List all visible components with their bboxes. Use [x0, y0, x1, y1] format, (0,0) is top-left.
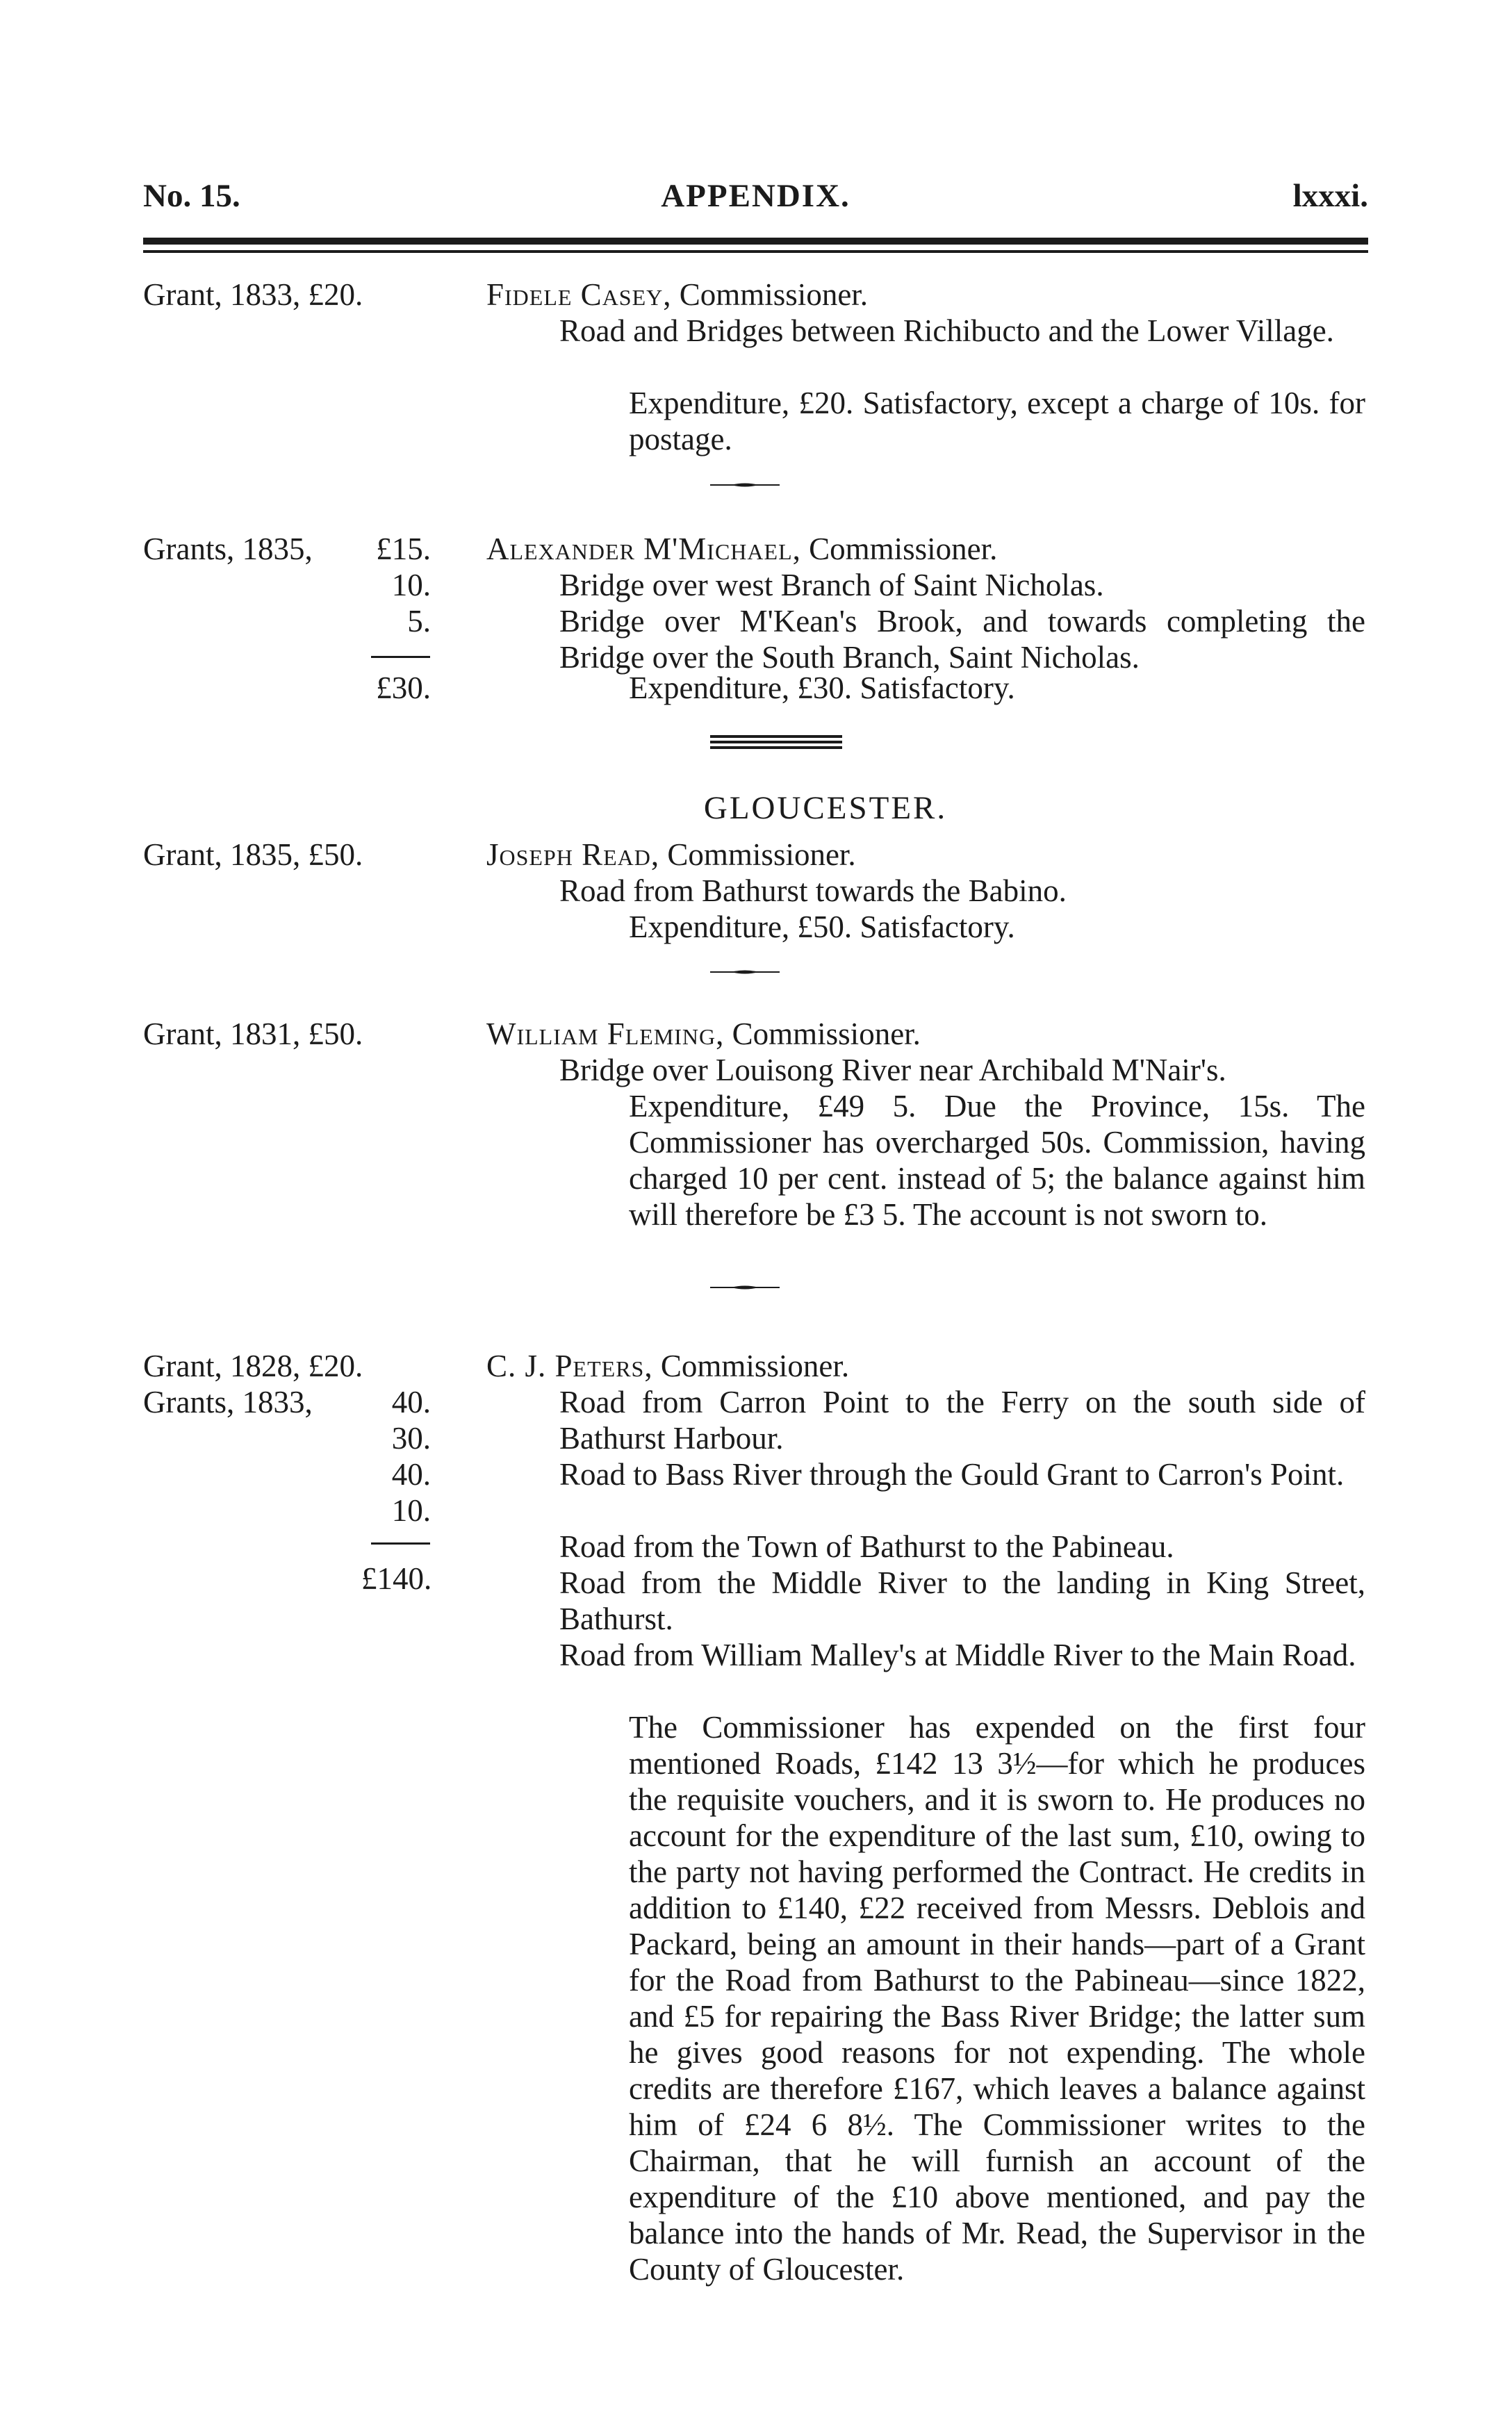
grant-amount: 30.: [391, 1421, 431, 1456]
commissioner-name: Alexander M'Michael,: [486, 532, 801, 566]
grant-total: £140.: [361, 1561, 432, 1596]
grant-note: Grant, 1828, £20.: [143, 1349, 363, 1383]
separator-dash: [710, 481, 780, 488]
project-text: Road to Bass River through the Gould Grant to Carron's Point.: [559, 1457, 1345, 1492]
project-text: Road from the Middle River to the landing in King Street, Bathurst.: [559, 1565, 1365, 1636]
separator-dash: [710, 1284, 780, 1291]
project-text: Road from Carron Point to the Ferry on the south side of Bathurst Harbour.: [559, 1385, 1365, 1456]
commissioner-role: Commissioner.: [732, 1016, 921, 1051]
commissioner-line: [486, 1016, 921, 1052]
project-text: Road from the Town of Bathurst to the Pabineau.: [559, 1529, 1174, 1564]
grant-amount: 40.: [391, 1385, 431, 1419]
header-rule-thin: [143, 250, 1368, 253]
project-text: Bridge over M'Kean's Brook, and towards completing the Bridge over the South Branch, Saint Nicholas.: [559, 604, 1365, 675]
project-text: Road from William Malley's at Middle River to the Main Road.: [559, 1638, 1356, 1672]
page-header: [143, 177, 1368, 226]
page-number: No. 15.: [143, 178, 240, 214]
header-rule-thick: [143, 238, 1368, 245]
report-text: Expenditure, £49 5. Due the Province, 15s. The Commissioner has overcharged 50s. Commission, having charged 10 per cent. instead of 5; the balance against him will therefore be £3 5. The account is not sworn to.: [629, 1089, 1365, 1232]
grant-note: Grant, 1833, £20.: [143, 277, 363, 312]
county-heading: GLOUCESTER.: [703, 790, 948, 826]
roman-page-number: lxxxi.: [1292, 178, 1368, 214]
grant-amount: £15.: [376, 532, 431, 566]
project-text: Road from Bathurst towards the Babino.: [559, 873, 1067, 908]
sum-rule: [371, 1542, 430, 1545]
project-text: Bridge over Louisong River near Archibald M'Nair's.: [559, 1053, 1226, 1087]
commissioner-role: Commissioner.: [667, 837, 856, 872]
grant-label: Grants, 1835,: [143, 532, 313, 566]
report-text: Expenditure, £20. Satisfactory, except a charge of 10s. for postage.: [629, 386, 1365, 456]
running-title: APPENDIX.: [661, 178, 850, 214]
grant-total: £30.: [376, 670, 431, 705]
grant-note: Grant, 1831, £50.: [143, 1016, 363, 1051]
commissioner-line: [486, 1348, 849, 1384]
commissioner-role: Commissioner.: [679, 277, 869, 312]
project-text: Road and Bridges between Richibucto and the Lower Village.: [559, 313, 1334, 348]
commissioner-line: [486, 837, 856, 873]
commissioner-initials-name: C. J. Peters,: [486, 1349, 653, 1383]
commissioner-name: Fidele Casey,: [486, 277, 672, 312]
report-text: Expenditure, £30. Satisfactory.: [629, 670, 1015, 705]
grant-note: Grant, 1835, £50.: [143, 837, 363, 872]
commissioner-role: Commissioner.: [660, 1349, 850, 1383]
sum-rule: [371, 656, 430, 658]
commissioner-line: [486, 531, 997, 567]
project-text: Bridge over west Branch of Saint Nicholas.: [559, 568, 1104, 602]
grant-label: Grants, 1833,: [143, 1385, 313, 1419]
section-rule: [710, 735, 842, 752]
grant-amount: 40.: [391, 1457, 431, 1492]
separator-dash: [710, 969, 780, 976]
commissioner-role: Commissioner.: [809, 532, 998, 566]
grant-amount: 10.: [391, 1493, 431, 1528]
report-text: Expenditure, £50. Satisfactory.: [629, 909, 1015, 944]
commissioner-line: [486, 277, 868, 313]
commissioner-name: Joseph Read,: [486, 837, 660, 872]
commissioner-name: William Fleming,: [486, 1016, 725, 1051]
grant-amount: 5.: [407, 604, 431, 639]
grant-amount: 10.: [391, 568, 431, 602]
report-text: The Commissioner has expended on the first four mentioned Roads, £142 13 3½—for which he produces the requisite vouchers, and it is sworn to. He produces no account for the expenditure of the last sum, £10, owing to the party not having performed the Contract. He credits in addition to £140, £22 received from Messrs. Deblois and Packard, being an amount in their hands—part of a Grant for the Road from Bathurst to the Pabineau—since 1822, and £5 for repairing the Bass River Bridge; the latter sum he gives good reasons for not expending. The whole credits are therefore £167, which leaves a balance against him of £24 6 8½. The Commissioner writes to the Chairman, that he will furnish an account of the expenditure of the £10 above mentioned, and pay the balance into the hands of Mr. Read, the Supervisor in the County of Gloucester.: [629, 1710, 1365, 2287]
